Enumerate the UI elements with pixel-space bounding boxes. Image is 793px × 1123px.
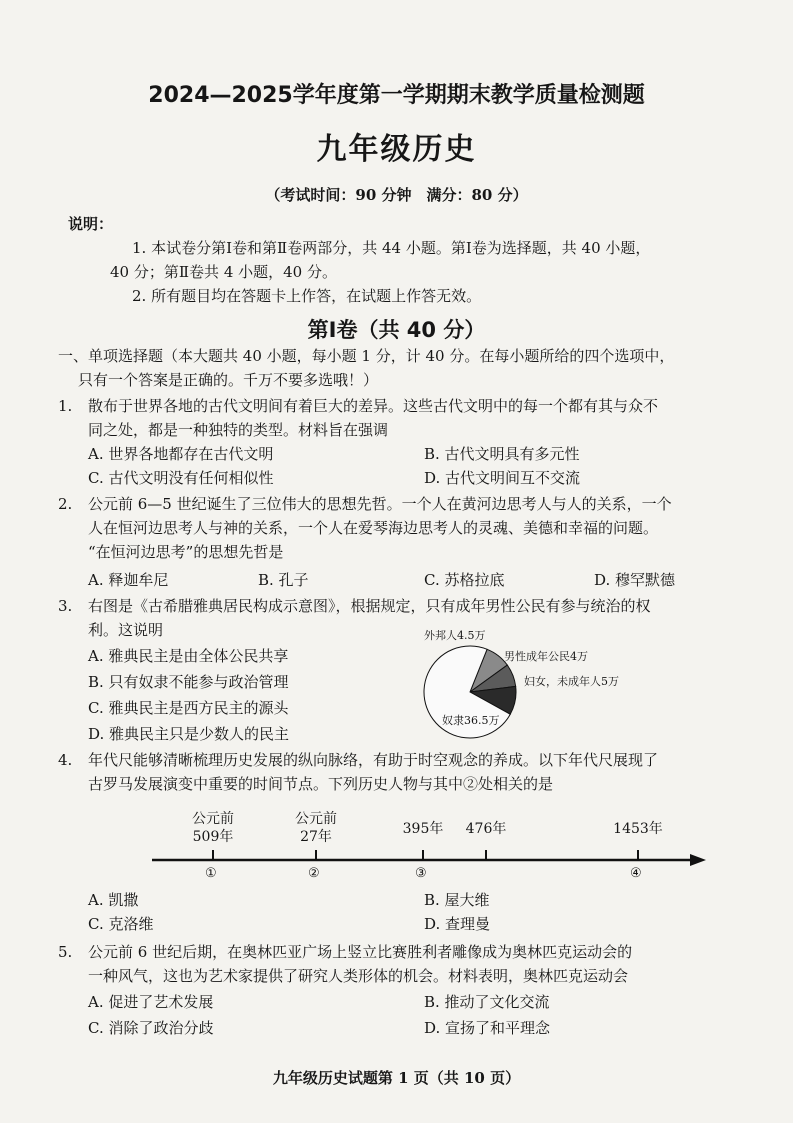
question-number: 1. <box>58 397 73 415</box>
option-c[interactable]: C. 苏格拉底 <box>424 571 505 589</box>
option-b[interactable]: B. 屋大维 <box>424 891 490 909</box>
population-pie-chart <box>420 620 680 750</box>
pie-label-foreigners: 外邦人4.5万 <box>424 629 486 642</box>
question-text: 右图是《古希腊雅典居民构成示意图》，根据规定，只有成年男性公民有参与统治的权 <box>88 597 651 615</box>
timeline-marker-1: ① <box>205 866 217 881</box>
option-a[interactable]: A. 释迦牟尼 <box>88 571 169 589</box>
option-a[interactable]: A. 世界各地都存在古代文明 <box>88 445 274 463</box>
timeline-year-2: 27年 <box>300 829 332 845</box>
option-a[interactable]: A. 雅典民主是由全体公民共享 <box>88 647 289 665</box>
option-b[interactable]: B. 只有奴隶不能参与政治管理 <box>88 673 289 691</box>
question-text: 同之处，都是一种独特的类型。材料旨在强调 <box>88 421 389 439</box>
option-c[interactable]: C. 古代文明没有任何相似性 <box>88 469 274 487</box>
question-number: 4. <box>58 751 73 769</box>
option-d[interactable]: D. 古代文明间互不交流 <box>424 469 581 487</box>
option-d[interactable]: D. 宣扬了和平理念 <box>424 1019 551 1037</box>
timeline-year-4: 476年 <box>465 821 507 837</box>
option-a[interactable]: A. 促进了艺术发展 <box>88 993 214 1011</box>
timeline-marker-2: ② <box>308 866 320 881</box>
timeline-year-5: 1453年 <box>613 821 663 837</box>
option-b[interactable]: B. 孔子 <box>258 571 309 589</box>
option-a[interactable]: A. 凯撒 <box>88 891 139 909</box>
pie-label-slaves: 奴隶36.5万 <box>442 714 500 727</box>
question-text: 人在恒河边思考人与神的关系，一个人在爱琴海边思考人的灵魂、美德和幸福的问题。 <box>88 519 659 537</box>
question-text: 一种风气，这也为艺术家提供了研究人类形体的机会。材料表明，奥林匹克运动会 <box>88 967 629 985</box>
question-number: 2. <box>58 495 73 513</box>
page-footer: 九年级历史试题第 1 页（共 10 页） <box>272 1069 521 1087</box>
option-b[interactable]: B. 古代文明具有多元性 <box>424 445 580 463</box>
option-c[interactable]: C. 雅典民主是西方民主的源头 <box>88 699 289 717</box>
question-text: “在恒河边思考”的思想先哲是 <box>88 543 284 561</box>
option-b[interactable]: B. 推动了文化交流 <box>424 993 550 1011</box>
question-number: 5. <box>58 943 73 961</box>
option-d[interactable]: D. 穆罕默德 <box>594 571 676 589</box>
question-number: 3. <box>58 597 73 615</box>
timeline-year-1: 509年 <box>192 829 234 845</box>
instruction-item: 40 分；第Ⅱ卷共 4 小题，40 分。 <box>110 263 337 281</box>
exam-title: 2024—2025学年度第一学期期末教学质量检测题 <box>148 83 645 108</box>
option-c[interactable]: C. 消除了政治分歧 <box>88 1019 214 1037</box>
timeline-era-1: 公元前 <box>192 811 234 827</box>
question-text: 年代尺能够清晰梳理历史发展的纵向脉络，有助于时空观念的养成。以下年代尺展现了 <box>88 751 659 769</box>
pie-label-male-citizens: 男性成年公民4万 <box>504 650 588 663</box>
instruction-item: 2. 所有题目均在答题卡上作答，在试题上作答无效。 <box>132 287 482 305</box>
question-text: 散布于世界各地的古代文明间有着巨大的差异。这些古代文明中的每一个都有其与众不 <box>88 397 659 415</box>
question-text: 古罗马发展演变中重要的时间节点。下列历史人物与其中②处相关的是 <box>88 775 554 793</box>
instruction-item: 1. 本试卷分第Ⅰ卷和第Ⅱ卷两部分，共 44 小题。第Ⅰ卷为选择题，共 40 小题， <box>132 239 651 257</box>
question-text: 公元前 6—5 世纪诞生了三位伟大的思想先哲。一个人在黄河边思考人与人的关系，一个 <box>88 495 672 513</box>
exam-subject: 九年级历史 <box>316 132 477 167</box>
question-text: 利。这说明 <box>88 621 164 639</box>
option-d[interactable]: D. 查理曼 <box>424 915 491 933</box>
timeline-era-2: 公元前 <box>295 811 337 827</box>
exam-meta: （考试时间：90 分钟 满分：80 分） <box>265 186 528 204</box>
part-heading: 只有一个答案是正确的。千万不要多选哦！） <box>78 371 379 389</box>
part-heading: 一、单项选择题（本大题共 40 小题，每小题 1 分，计 40 分。在每小题所给的四个选项中， <box>58 347 675 365</box>
question-text: 公元前 6 世纪后期，在奥林匹亚广场上竖立比赛胜利者雕像成为奥林匹克运动会的 <box>88 943 633 961</box>
timeline-marker-3: ③ <box>415 866 427 881</box>
option-c[interactable]: C. 克洛维 <box>88 915 154 933</box>
roman-timeline <box>150 800 710 890</box>
instructions-label: 说明： <box>68 215 114 233</box>
timeline-year-3: 395年 <box>402 821 444 837</box>
timeline-marker-4: ④ <box>630 866 642 881</box>
option-d[interactable]: D. 雅典民主只是少数人的民主 <box>88 725 290 743</box>
pie-label-women-children: 妇女，未成年人5万 <box>524 675 619 688</box>
section-title: 第Ⅰ卷（共 40 分） <box>307 318 486 342</box>
